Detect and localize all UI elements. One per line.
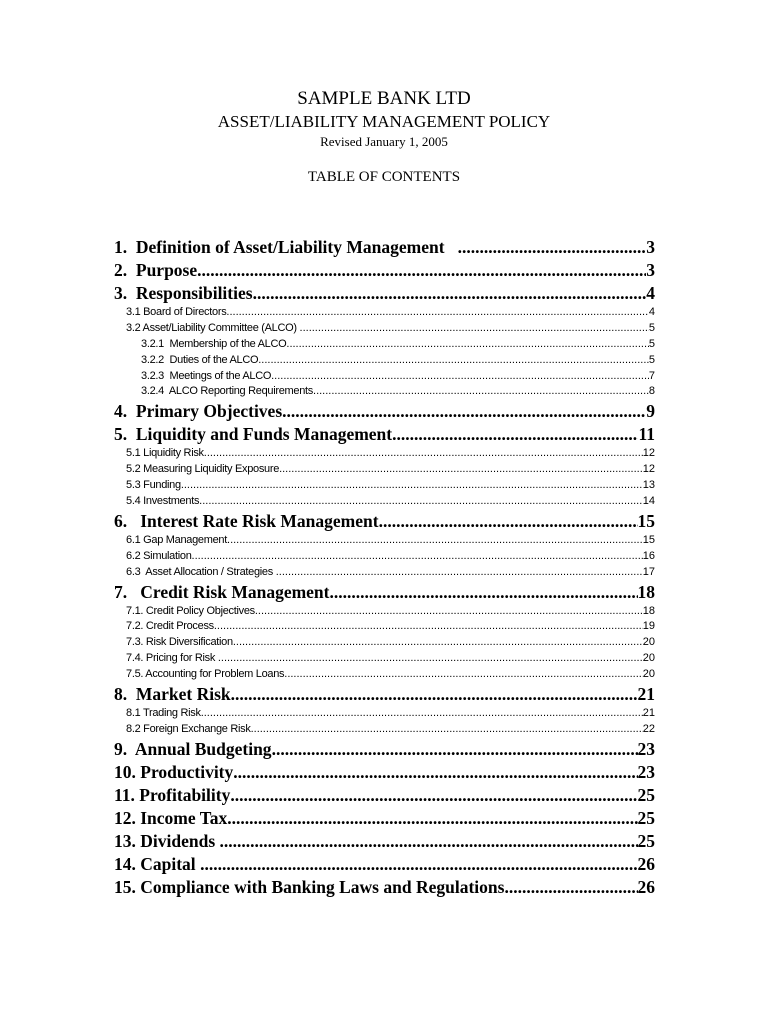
toc-entry-label: 6.3 Asset Allocation / Strategies xyxy=(126,565,276,578)
toc-dot-leader xyxy=(233,635,643,651)
toc-entry-label: 1. Definition of Asset/Liability Management xyxy=(114,237,458,257)
toc-dot-leader xyxy=(251,722,643,738)
toc-dot-leader xyxy=(230,784,637,807)
toc-entry-page-number: 3 xyxy=(646,260,655,280)
toc-entry-page-number: 8 xyxy=(648,385,655,398)
toc-entry-page-number: 11 xyxy=(638,424,655,445)
toc-entry[interactable] xyxy=(114,565,655,581)
toc-entry-label: 8. Market Risk xyxy=(114,684,231,705)
toc-entry-label: 6. Interest Rate Risk Management xyxy=(114,510,379,531)
toc-dot-leader xyxy=(192,549,643,565)
toc-entry-page-number: 19 xyxy=(642,620,655,633)
toc-entry[interactable] xyxy=(114,619,655,635)
toc-entry-label: 9. Annual Budgeting xyxy=(114,738,272,759)
toc-entry[interactable] xyxy=(114,510,655,533)
toc-entry-label: 14. Capital xyxy=(114,853,201,874)
toc-dot-leader xyxy=(258,353,649,369)
toc-entry[interactable] xyxy=(114,423,655,446)
toc-entry[interactable] xyxy=(114,533,655,549)
toc-entry-page-number: 18 xyxy=(637,581,655,602)
toc-entry-page-number: 4 xyxy=(648,306,655,318)
revision-date: Revised January 1, 2005 xyxy=(320,134,448,149)
toc-entry-label: 8.2 Foreign Exchange Risk xyxy=(126,722,251,735)
toc-dot-leader xyxy=(218,651,643,667)
toc-entry-page-number: 7 xyxy=(648,369,655,382)
toc-dot-leader xyxy=(227,807,637,830)
toc-entry-label: 5.1 Liquidity Risk xyxy=(126,447,204,460)
toc-entry[interactable] xyxy=(114,761,655,784)
toc-entry-page-number: 3 xyxy=(646,237,655,257)
toc-dot-leader xyxy=(181,478,643,494)
toc-dot-leader xyxy=(379,510,638,533)
toc-dot-leader xyxy=(214,619,643,635)
toc-entry-label: 5.2 Measuring Liquidity Exposure xyxy=(126,463,280,476)
toc-entry-label: 3.2 Asset/Liability Committee (ALCO) xyxy=(126,321,300,334)
toc-entry[interactable] xyxy=(114,830,655,853)
toc-entry[interactable] xyxy=(114,635,655,651)
toc-dot-leader xyxy=(231,683,638,706)
toc-entry[interactable] xyxy=(114,321,655,337)
toc-dot-leader xyxy=(279,462,643,478)
toc-entry[interactable] xyxy=(114,651,655,667)
company-name: SAMPLE BANK LTD xyxy=(297,88,471,109)
toc-entry[interactable] xyxy=(114,549,655,565)
toc-entry-page-number: 5 xyxy=(648,321,655,334)
toc-entry-page-number: 26 xyxy=(637,876,655,897)
toc-entry-page-number: 15 xyxy=(637,510,655,531)
toc-dot-leader xyxy=(284,667,642,683)
toc-entry-label: 3.1 Board of Directors xyxy=(126,306,227,318)
toc-entry-label: 12. Income Tax xyxy=(114,807,228,828)
toc-entry-page-number: 25 xyxy=(637,784,655,805)
toc-dot-leader xyxy=(392,423,638,446)
toc-dot-leader xyxy=(276,565,643,581)
toc-dot-leader xyxy=(253,282,647,305)
toc-entry-page-number: 4 xyxy=(646,283,655,303)
toc-dot-leader xyxy=(282,400,646,423)
toc-entry[interactable] xyxy=(114,807,655,830)
toc-entry[interactable] xyxy=(114,784,655,807)
toc-entry-page-number: 20 xyxy=(642,636,655,649)
toc-entry-page-number: 23 xyxy=(637,738,655,759)
toc-dot-leader xyxy=(313,384,649,400)
toc-entry-label: 7.4. Pricing for Risk xyxy=(126,652,218,665)
toc-entry-label: 7.3. Risk Diversification xyxy=(126,636,233,649)
toc-entry[interactable] xyxy=(114,369,655,385)
toc-dot-leader xyxy=(300,321,649,337)
toc-entry-label: 7.2. Credit Process xyxy=(126,620,214,633)
toc-dot-leader xyxy=(201,706,643,722)
toc-entry[interactable] xyxy=(114,853,655,876)
toc-entry[interactable] xyxy=(114,282,655,305)
toc-dot-leader xyxy=(227,533,643,549)
toc-entry[interactable] xyxy=(114,478,655,494)
toc-entry-label: 6.2 Simulation xyxy=(126,549,192,562)
toc-entry[interactable] xyxy=(114,494,655,510)
policy-title: ASSET/LIABILITY MANAGEMENT POLICY xyxy=(217,112,551,131)
toc-entry-page-number: 16 xyxy=(642,549,655,562)
toc-dot-leader xyxy=(286,337,648,353)
toc-entry[interactable] xyxy=(114,462,655,478)
toc-entry-label: 13. Dividends xyxy=(114,830,220,851)
toc-entry-page-number: 21 xyxy=(642,707,655,720)
toc-dot-leader xyxy=(233,761,637,784)
toc-entry-label: 7. Credit Risk Management xyxy=(114,581,330,602)
toc-entry-page-number: 21 xyxy=(637,684,655,705)
toc-dot-leader xyxy=(199,494,643,510)
toc-entry-page-number: 20 xyxy=(642,652,655,665)
toc-dot-leader xyxy=(272,738,638,761)
toc-entry-label: 3.2.3 Meetings of the ALCO xyxy=(141,369,272,382)
toc-entry-label: 3.2.4 ALCO Reporting Requirements xyxy=(141,385,314,398)
toc-entry-page-number: 18 xyxy=(642,604,655,617)
toc-entry[interactable] xyxy=(114,353,655,369)
toc-entry[interactable] xyxy=(114,876,655,899)
toc-dot-leader xyxy=(458,236,647,259)
toc-entry[interactable] xyxy=(114,384,655,400)
toc-entry-label: 3.2.2 Duties of the ALCO xyxy=(141,353,259,366)
toc-entry-page-number: 17 xyxy=(642,565,655,578)
toc-entry-page-number: 25 xyxy=(637,830,655,851)
toc-entry-page-number: 12 xyxy=(642,447,655,460)
toc-entry[interactable] xyxy=(114,581,655,604)
toc-dot-leader xyxy=(204,446,643,462)
toc-entry[interactable] xyxy=(114,706,655,722)
toc-entry-label: 8.1 Trading Risk xyxy=(126,707,201,720)
toc-entry[interactable] xyxy=(114,400,655,423)
toc-entry-page-number: 20 xyxy=(642,668,655,681)
toc-entry-label: 10. Productivity xyxy=(114,761,234,782)
toc-entry[interactable] xyxy=(114,259,655,282)
toc-entry[interactable] xyxy=(114,236,655,259)
toc-entry[interactable] xyxy=(114,722,655,738)
toc-entry[interactable] xyxy=(114,667,655,683)
toc-entry[interactable] xyxy=(114,337,655,353)
toc-entry[interactable] xyxy=(114,305,655,321)
toc-entry-label: 6.1 Gap Management xyxy=(126,533,228,546)
toc-entry-page-number: 5 xyxy=(648,353,655,366)
toc-entry[interactable] xyxy=(114,738,655,761)
toc-dot-leader xyxy=(330,581,638,604)
toc-entry-page-number: 22 xyxy=(642,722,655,735)
toc-entry[interactable] xyxy=(114,683,655,706)
toc-entry-page-number: 12 xyxy=(642,463,655,476)
toc-entry-label: 11. Profitability xyxy=(114,784,231,805)
toc-entry-page-number: 9 xyxy=(646,401,655,422)
toc-entry-page-number: 15 xyxy=(642,533,655,546)
toc-entry-label: 4. Primary Objectives xyxy=(114,401,283,422)
table-of-contents xyxy=(114,236,655,899)
toc-dot-leader xyxy=(220,830,638,853)
toc-entry-label: 15. Compliance with Banking Laws and Regulations xyxy=(114,876,505,897)
toc-dot-leader xyxy=(504,876,637,899)
toc-entry-label: 7.1. Credit Policy Objectives xyxy=(126,604,255,617)
toc-entry-page-number: 23 xyxy=(637,761,655,782)
toc-entry-label: 5.4 Investments xyxy=(126,495,200,508)
toc-entry-label: 5. Liquidity and Funds Management xyxy=(114,424,393,445)
toc-entry[interactable] xyxy=(114,446,655,462)
toc-entry-page-number: 26 xyxy=(637,853,655,874)
toc-dot-leader xyxy=(197,259,646,282)
toc-entry[interactable] xyxy=(114,604,655,620)
toc-dot-leader xyxy=(271,369,649,385)
toc-entry-label: 2. Purpose xyxy=(114,260,198,280)
toc-dot-leader xyxy=(226,305,648,321)
toc-entry-label: 5.3 Funding xyxy=(126,479,181,492)
toc-dot-leader xyxy=(200,853,637,876)
toc-heading: TABLE OF CONTENTS xyxy=(307,169,461,185)
toc-entry-page-number: 14 xyxy=(642,495,655,508)
toc-entry-page-number: 13 xyxy=(642,479,655,492)
toc-entry-page-number: 5 xyxy=(648,337,655,350)
toc-dot-leader xyxy=(255,604,643,620)
toc-entry-page-number: 25 xyxy=(637,807,655,828)
toc-entry-label: 7.5. Accounting for Problem Loans xyxy=(126,668,285,681)
toc-entry-label: 3. Responsibilities xyxy=(114,283,253,303)
toc-entry-label: 3.2.1 Membership of the ALCO xyxy=(141,337,287,350)
